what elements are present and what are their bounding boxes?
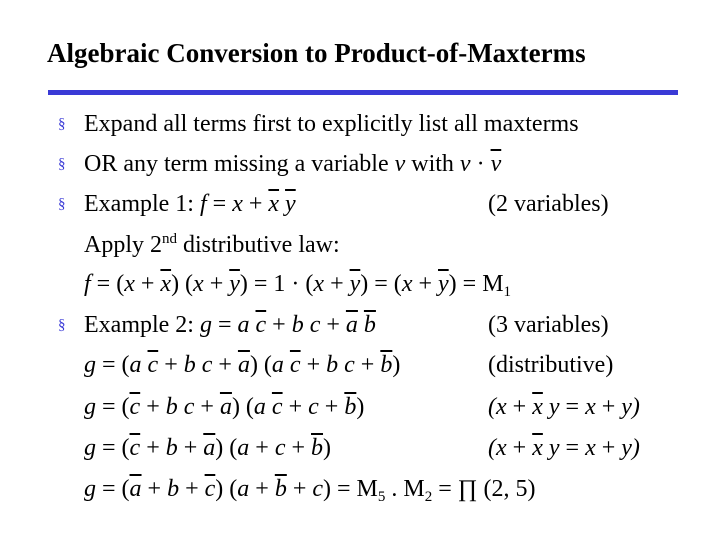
example-2-step-1-reason: (distributive) xyxy=(488,352,614,378)
example-2-step-2: $g = (\overline{c} + b$ $c + \overline{a}$) (a $\overline{c} + c + \overline{b}$) xyxy=(84,394,365,420)
bullet-marker: § xyxy=(58,317,66,333)
example-1-expression: Example 1: $f = x + \overline{x}$ $\overline{y}$ xyxy=(84,191,296,217)
example-2-step-4: $g = (\overline{a} + b + \overline{c}) (a + \overline{b} + c) = M_5$ . $M_2$ = ∏ (2, 5) xyxy=(84,476,536,505)
example-2-expression: Example 2: g = a $\overline{c} + b$ $c + \overline{a}$ $\overline{b}$ xyxy=(84,312,376,338)
bullet-marker: § xyxy=(58,156,66,172)
example-1-note: (2 variables) xyxy=(488,191,609,217)
bullet-marker: § xyxy=(58,196,66,212)
example-2-note: (3 variables) xyxy=(488,312,609,338)
example-2-step-2-reason: ($x + \overline{x}$ y = x + y) xyxy=(488,394,640,420)
bullet-marker: § xyxy=(58,116,66,132)
bullet-2-text: OR any term missing a variable v with $v \cdot \overline{v}$ xyxy=(84,151,502,177)
example-1-result: $f = (x + \overline{x})$ $(x + \overline{y}) = 1 \cdot (x + \overline{y}) = (x + \overline{y}) = M_1$ xyxy=(84,271,512,300)
slide-title: Algebraic Conversion to Product-of-Maxterms xyxy=(47,38,586,68)
title-divider xyxy=(48,90,678,95)
example-2-step-1: g = (a $\overline{c} + b$ $c + \overline{a}$) (a $\overline{c} + b$ $c + \overline{b}$) xyxy=(84,352,401,378)
example-1-step-label: Apply 2nd distributive law: xyxy=(84,231,340,258)
bullet-1-text: Expand all terms first to explicitly list all maxterms xyxy=(84,111,579,137)
example-2-step-3-reason: ($x + \overline{x}$ y = x + y) xyxy=(488,435,640,461)
example-2-step-3: $g = (\overline{c} + b + \overline{a}) (a + c + \overline{b})$ xyxy=(84,435,332,461)
